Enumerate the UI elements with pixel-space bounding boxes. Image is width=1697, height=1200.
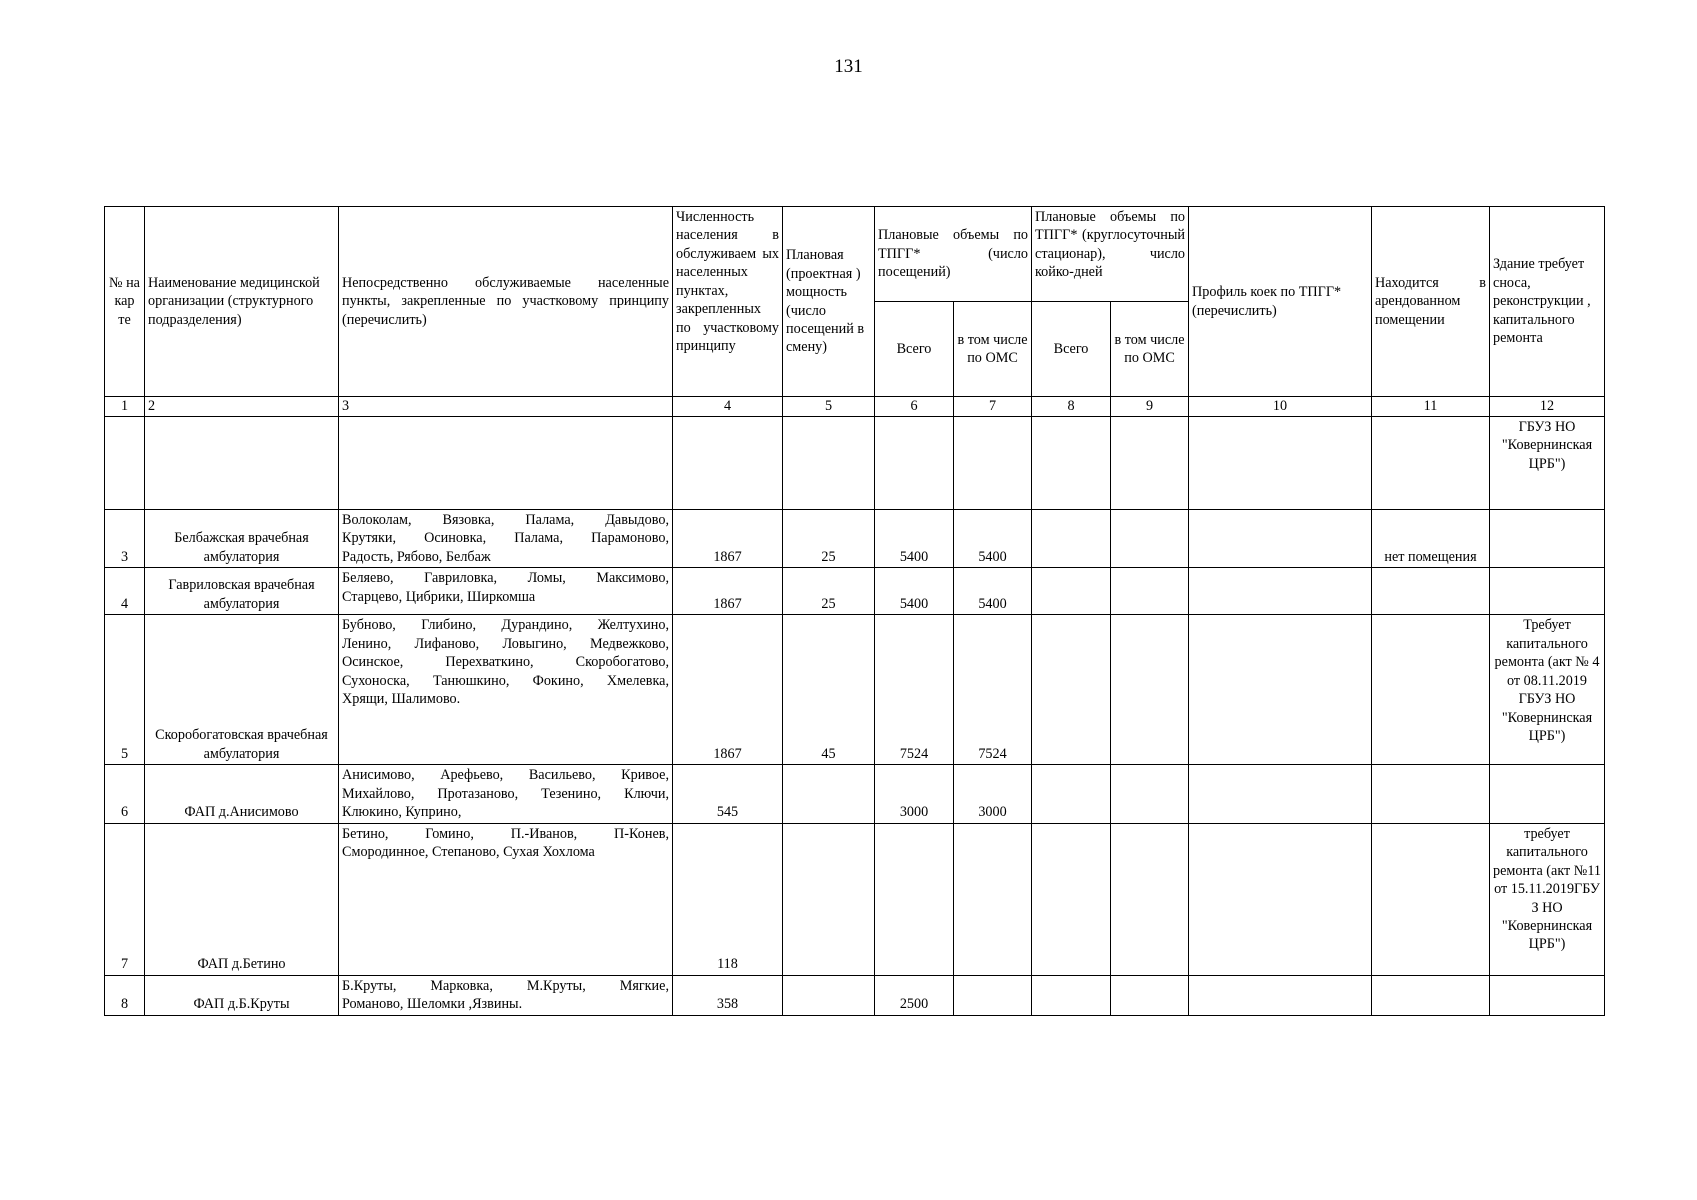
- settlements-line: Сухоноска, Танюшкино, Фокино, Хмелевка,: [342, 672, 669, 689]
- header-col-building: Здание требует сноса, реконструкции , капитального ремонта: [1490, 207, 1605, 397]
- settlements-line: Смородинное, Степаново, Сухая Хохлома: [342, 844, 595, 861]
- column-number: 1: [105, 397, 145, 417]
- column-number: 4: [673, 397, 783, 417]
- row-number: 4: [105, 568, 145, 615]
- bed-profile-value: [1189, 975, 1372, 1015]
- beds-total-value: [1032, 615, 1111, 765]
- beds-oms-value: [1111, 417, 1189, 510]
- beds-oms-value: [1111, 510, 1189, 568]
- column-number: 10: [1189, 397, 1372, 417]
- settlements-list: [339, 823, 673, 975]
- settlements-line: Михайлово, Протазаново, Тезенино, Ключи,: [342, 785, 669, 802]
- visits-oms-value: [954, 823, 1032, 975]
- column-number: 6: [875, 397, 954, 417]
- rented-status: [1372, 975, 1490, 1015]
- visits-total-value: 7524: [875, 615, 954, 765]
- row-number: 7: [105, 823, 145, 975]
- building-status: ГБУЗ НО "Ковернинская ЦРБ"): [1490, 417, 1605, 510]
- visits-oms-value: 5400: [954, 510, 1032, 568]
- header-col-rented: Находится в арендованном помещении: [1372, 207, 1490, 397]
- rented-status: нет помещения: [1372, 510, 1490, 568]
- bed-profile-value: [1189, 615, 1372, 765]
- population-value: 358: [673, 975, 783, 1015]
- settlements-line: Бубново, Глибино, Дурандино, Желтухино,: [342, 617, 669, 634]
- column-number: 8: [1032, 397, 1111, 417]
- settlements-line: Анисимово, Арефьево, Васильево, Кривое,: [342, 767, 669, 784]
- population-value: [673, 417, 783, 510]
- beds-total-value: [1032, 568, 1111, 615]
- visits-total-value: 3000: [875, 765, 954, 823]
- visits-oms-value: [954, 975, 1032, 1015]
- beds-oms-value: [1111, 568, 1189, 615]
- rented-status: [1372, 615, 1490, 765]
- header-beds-total: Всего: [1032, 302, 1111, 397]
- column-numbers-row: [105, 397, 1605, 417]
- beds-total-value: [1032, 510, 1111, 568]
- column-number: 11: [1372, 397, 1490, 417]
- column-number: 7: [954, 397, 1032, 417]
- visits-oms-value: 3000: [954, 765, 1032, 823]
- facilities-table: [104, 206, 1605, 1016]
- header-col-beds: Плановые объемы по ТПГГ* (круглосуточный стационар), число койко-дней: [1032, 207, 1189, 302]
- capacity-value: [783, 975, 875, 1015]
- rented-status: [1372, 765, 1490, 823]
- settlements-line: Радость, Рябово, Белбаж: [342, 548, 491, 565]
- population-value: 118: [673, 823, 783, 975]
- settlements-list: [339, 975, 673, 1015]
- settlements-line: Старцево, Цибрики, Ширкомша: [342, 588, 536, 605]
- bed-profile-value: [1189, 823, 1372, 975]
- header-col-settlements: Непосредственно обслуживаемые населенные пункты, закрепленные по участковому принципу (перечислить): [339, 207, 673, 397]
- beds-oms-value: [1111, 975, 1189, 1015]
- building-status: [1490, 510, 1605, 568]
- facility-name: [145, 417, 339, 510]
- column-number: 9: [1111, 397, 1189, 417]
- row-number: 3: [105, 510, 145, 568]
- visits-oms-value: [954, 417, 1032, 510]
- settlements-line: Беляево, Гавриловка, Ломы, Максимово,: [342, 570, 669, 587]
- header-col-visits: Плановые объемы по ТПГГ* (число посещений): [875, 207, 1032, 302]
- header-beds-oms: в том числе по ОМС: [1111, 302, 1189, 397]
- bed-profile-value: [1189, 765, 1372, 823]
- rented-status: [1372, 823, 1490, 975]
- settlements-line: Б.Круты, Марковка, М.Круты, Мягкие,: [342, 977, 669, 994]
- population-value: 545: [673, 765, 783, 823]
- settlements-list: [339, 765, 673, 823]
- bed-profile-value: [1189, 510, 1372, 568]
- table-row: [105, 975, 1605, 1015]
- visits-total-value: [875, 417, 954, 510]
- capacity-value: 25: [783, 510, 875, 568]
- settlements-list: [339, 417, 673, 510]
- header-visits-oms: в том числе по ОМС: [954, 302, 1032, 397]
- beds-total-value: [1032, 823, 1111, 975]
- settlements-line: Клюкино, Куприно,: [342, 804, 462, 821]
- page-number: 131: [834, 56, 863, 77]
- capacity-value: [783, 765, 875, 823]
- settlements-list: [339, 568, 673, 615]
- visits-oms-value: 7524: [954, 615, 1032, 765]
- row-number: 6: [105, 765, 145, 823]
- facility-name: ФАП д.Б.Круты: [145, 975, 339, 1015]
- beds-oms-value: [1111, 823, 1189, 975]
- facility-name: ФАП д.Бетино: [145, 823, 339, 975]
- visits-total-value: 5400: [875, 568, 954, 615]
- beds-total-value: [1032, 975, 1111, 1015]
- settlements-line: Крутяки, Осиновка, Палама, Парамоново,: [342, 530, 669, 547]
- building-status: [1490, 765, 1605, 823]
- beds-oms-value: [1111, 765, 1189, 823]
- bed-profile-value: [1189, 568, 1372, 615]
- capacity-value: 45: [783, 615, 875, 765]
- header-col-profile: Профиль коек по ТПГГ* (перечислить): [1189, 207, 1372, 397]
- settlements-line: Волоколам, Вязовка, Палама, Давыдово,: [342, 512, 669, 529]
- facility-name: Белбажская врачебная амбулатория: [145, 510, 339, 568]
- row-number: 8: [105, 975, 145, 1015]
- table-row: [105, 568, 1605, 615]
- column-number: 5: [783, 397, 875, 417]
- table-row: [105, 823, 1605, 975]
- header-visits-total: Всего: [875, 302, 954, 397]
- header-col-capacity: Плановая (проектная ) мощность (число посещений в смену): [783, 207, 875, 397]
- facility-name: Скоробогатовская врачебная амбулатория: [145, 615, 339, 765]
- visits-oms-value: 5400: [954, 568, 1032, 615]
- header-row-top: [105, 207, 1605, 302]
- rented-status: [1372, 568, 1490, 615]
- settlements-line: Романово, Шеломки ,Язвины.: [342, 996, 523, 1013]
- beds-total-value: [1032, 765, 1111, 823]
- population-value: 1867: [673, 510, 783, 568]
- header-col-number: № на кар те: [105, 207, 145, 397]
- table-row: [105, 615, 1605, 765]
- building-status: [1490, 975, 1605, 1015]
- bed-profile-value: [1189, 417, 1372, 510]
- settlements-line: Бетино, Гомино, П.-Иванов, П-Конев,: [342, 825, 669, 842]
- building-status: Требует капитального ремонта (акт № 4 от 08.11.2019 ГБУЗ НО "Ковернинская ЦРБ"): [1490, 615, 1605, 765]
- table-row: [105, 417, 1605, 510]
- visits-total-value: 5400: [875, 510, 954, 568]
- settlements-list: [339, 615, 673, 765]
- settlements-line: Ленино, Лифаново, Ловыгино, Медвежково,: [342, 635, 669, 652]
- settlements-list: [339, 510, 673, 568]
- capacity-value: 25: [783, 568, 875, 615]
- beds-oms-value: [1111, 615, 1189, 765]
- building-status: [1490, 568, 1605, 615]
- population-value: 1867: [673, 568, 783, 615]
- column-number: 12: [1490, 397, 1605, 417]
- facility-name: ФАП д.Анисимово: [145, 765, 339, 823]
- row-number: 5: [105, 615, 145, 765]
- facility-name: Гавриловская врачебная амбулатория: [145, 568, 339, 615]
- visits-total-value: [875, 823, 954, 975]
- column-number: 2: [145, 397, 339, 417]
- visits-total-value: 2500: [875, 975, 954, 1015]
- header-col-population: Численность населения в обслуживаем ых населенных пунктах, закрепленных по участковому принципу: [673, 207, 783, 397]
- table-row: [105, 765, 1605, 823]
- table-row: [105, 510, 1605, 568]
- settlements-line: Хрящи, Шалимово.: [342, 691, 461, 708]
- building-status: требует капитального ремонта (акт №11 от 15.11.2019ГБУ З НО "Ковернинская ЦРБ"): [1490, 823, 1605, 975]
- header-col-name: Наименование медицинской организации (структурного подразделения): [145, 207, 339, 397]
- column-number: 3: [339, 397, 673, 417]
- beds-total-value: [1032, 417, 1111, 510]
- rented-status: [1372, 417, 1490, 510]
- capacity-value: [783, 417, 875, 510]
- table-body: [105, 417, 1605, 1016]
- capacity-value: [783, 823, 875, 975]
- settlements-line: Осинское, Перехваткино, Скоробогатово,: [342, 654, 669, 671]
- population-value: 1867: [673, 615, 783, 765]
- row-number: [105, 417, 145, 510]
